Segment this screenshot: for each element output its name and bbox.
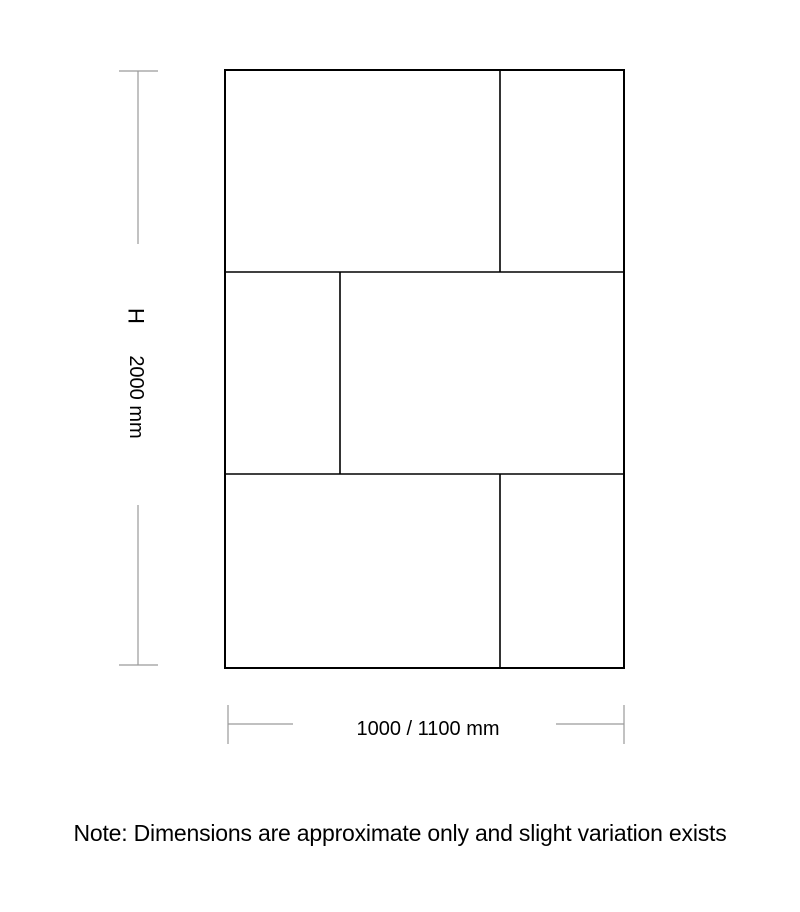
height-letter: H [123, 308, 149, 324]
outer-frame [225, 70, 624, 668]
height-value: 2000 mm [125, 355, 147, 439]
dimension-note: Note: Dimensions are approximate only and slight variation exists [73, 820, 727, 846]
width-value: 1000 / 1100 mm [356, 718, 500, 740]
width-dimension [228, 705, 624, 744]
height-dimension [119, 71, 158, 665]
